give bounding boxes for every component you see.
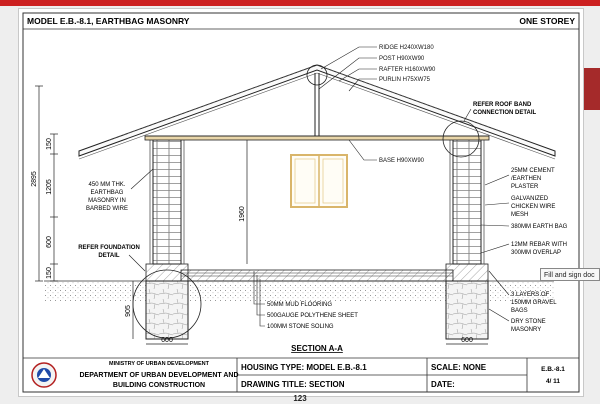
- width-left: 600: [161, 337, 173, 344]
- note-drystone-1: DRY STONE: [511, 319, 546, 325]
- note-stone-soling: 100MM STONE SOLING: [267, 324, 334, 330]
- label-roof-band-2: CONNECTION DETAIL: [473, 110, 537, 116]
- note-foundation-2: DETAIL: [98, 253, 120, 259]
- housing-type: HOUSING TYPE: MODEL E.B.-8.1: [241, 363, 367, 372]
- label-base: BASE H90XW90: [379, 158, 425, 164]
- note-earthbag-3: MASONRY IN: [88, 198, 126, 204]
- note-mud-floor: 50MM MUD FLOORING: [267, 302, 333, 308]
- dim-150-bottom: 150: [46, 267, 53, 279]
- note-gravel-3: BAGS: [511, 308, 528, 314]
- label-ridge: RIDGE H240XW180: [379, 45, 434, 51]
- roof-band-base: [145, 136, 489, 140]
- width-right: 600: [461, 337, 473, 344]
- label-post: POST H90XW90: [379, 56, 425, 62]
- drawing-title: MODEL E.B.-8.1, EARTHBAG MASONRY: [27, 16, 190, 26]
- dim-1205: 1205: [46, 179, 53, 195]
- note-earthbag-4: BARBED WIRE: [85, 206, 129, 212]
- scale-field: SCALE: NONE: [431, 363, 487, 372]
- dim-2895: 2895: [31, 171, 38, 187]
- ministry-name: MINISTRY OF URBAN DEVELOPMENT: [109, 361, 209, 367]
- note-drystone-2: MASONRY: [511, 327, 542, 333]
- note-foundation-1: REFER FOUNDATION: [78, 245, 140, 251]
- note-galv-2: CHICKEN WIRE: [511, 204, 556, 210]
- drawing-title-field: DRAWING TITLE: SECTION: [241, 380, 345, 389]
- sheet-number: 4/ 11: [545, 378, 561, 385]
- label-roof-band-1: REFER ROOF BAND: [473, 102, 532, 108]
- date-field: DATE:: [431, 380, 455, 389]
- right-foundation: [446, 281, 488, 339]
- note-polythene: 500GAUGE POLYTHENE SHEET: [267, 313, 358, 319]
- section-title: SECTION A-A: [291, 344, 343, 353]
- sheet-code: E.B.-8.1: [541, 366, 565, 373]
- top-accent-bar: [0, 0, 600, 6]
- note-earthbag-1: 450 MM THK.: [88, 182, 126, 188]
- label-rafter: RAFTER H160XW90: [379, 67, 436, 73]
- storey-label: ONE STOREY: [519, 16, 575, 26]
- dim-600: 600: [46, 236, 53, 248]
- label-purlin: PURLIN H75XW75: [379, 77, 431, 83]
- section-drawing: [19, 9, 583, 396]
- drawing-sheet: [18, 8, 584, 397]
- left-earthbag-wall: [153, 140, 181, 264]
- note-galv-3: MESH: [511, 212, 529, 218]
- note-cement-3: PLASTER: [511, 184, 539, 190]
- fill-and-sign-tooltip[interactable]: Fill and sign doc: [540, 268, 600, 281]
- note-earthbag-right: 380MM EARTH BAG: [511, 224, 568, 230]
- floor-layers: [181, 270, 453, 281]
- right-earthbag-wall: [453, 140, 481, 264]
- note-galv-1: GALVANIZED: [511, 196, 549, 202]
- department-line-2: BUILDING CONSTRUCTION: [112, 382, 206, 389]
- note-gravel-1: 3 LAYERS OF: [511, 292, 550, 298]
- dim-150-top: 150: [46, 138, 53, 150]
- side-panel-tab[interactable]: [584, 68, 600, 110]
- note-cement-1: 25MM CEMENT: [511, 168, 555, 174]
- dim-1960: 1960: [239, 206, 246, 222]
- note-cement-2: /EARTHEN: [511, 176, 542, 182]
- note-rebar-1: 12MM REBAR WITH: [511, 242, 568, 248]
- dim-905: 905: [125, 305, 132, 317]
- page-number: 123: [293, 394, 307, 403]
- note-rebar-2: 300MM OVERLAP: [511, 250, 562, 256]
- note-gravel-2: 150MM GRAVEL: [511, 300, 557, 306]
- department-line-1: DEPARTMENT OF URBAN DEVELOPMENT AND: [79, 372, 239, 379]
- note-earthbag-2: EARTHBAG: [90, 190, 124, 196]
- left-foundation: [146, 281, 188, 339]
- ministry-emblem: [32, 363, 56, 387]
